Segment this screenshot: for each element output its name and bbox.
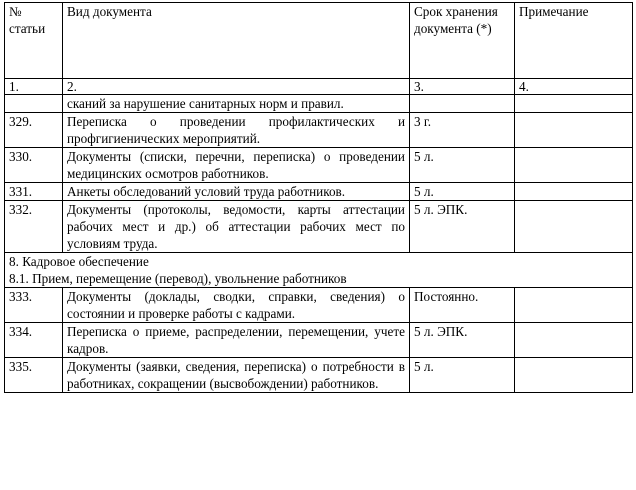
row-kind-cell: сканий за нарушение санитарных норм и правил. (63, 95, 410, 113)
header-article-number: № статьи (5, 3, 63, 79)
row-number-cell: 331. (5, 183, 63, 201)
subsection-title: 8.1. Прием, перемещение (перевод), увольнение работников (9, 271, 347, 286)
row-kind-cell: Документы (списки, перечни, переписка) о проведении медицинских осмотров работников. (63, 148, 410, 183)
table-row (5, 201, 633, 253)
header-note: Примечание (515, 3, 633, 79)
header-document-kind: Вид документа (63, 3, 410, 79)
row-note-cell (515, 148, 633, 183)
continuation-row (5, 95, 633, 113)
column-index-2: 2. (63, 79, 410, 95)
header-retention-term: Срок хранения документа (*) (410, 3, 515, 79)
row-note-cell (515, 183, 633, 201)
row-term-cell: 5 л. (410, 183, 515, 201)
row-term-cell: Постоянно. (410, 288, 515, 323)
row-kind-cell: Документы (доклады, сводки, справки, сведения) о состоянии и проверке работы с кадрами. (63, 288, 410, 323)
row-note-cell (515, 113, 633, 148)
row-number-cell: 330. (5, 148, 63, 183)
row-number-cell: 329. (5, 113, 63, 148)
row-kind-cell: Анкеты обследований условий труда работников. (63, 183, 410, 201)
row-note-cell (515, 288, 633, 323)
records-retention-table (4, 2, 633, 393)
column-index-4: 4. (515, 79, 633, 95)
section-title: 8. Кадровое обеспечение (9, 254, 149, 269)
row-term-cell: 5 л. (410, 358, 515, 393)
row-number-cell (5, 95, 63, 113)
row-term-cell: 5 л. ЭПК. (410, 201, 515, 253)
row-note-cell (515, 323, 633, 358)
row-number-cell: 332. (5, 201, 63, 253)
row-term-cell: 3 г. (410, 113, 515, 148)
column-index-3: 3. (410, 79, 515, 95)
table-row (5, 288, 633, 323)
table-row (5, 358, 633, 393)
document-page (4, 2, 632, 393)
table-row (5, 148, 633, 183)
row-note-cell (515, 201, 633, 253)
row-term-cell: 5 л. ЭПК. (410, 323, 515, 358)
row-number-cell: 334. (5, 323, 63, 358)
table-row (5, 323, 633, 358)
table-row (5, 183, 633, 201)
row-kind-cell: Документы (заявки, сведения, переписка) о потребности в работниках, сокращении (высвобождении) работников. (63, 358, 410, 393)
row-note-cell (515, 95, 633, 113)
column-index-1: 1. (5, 79, 63, 95)
section-heading-cell (5, 253, 633, 288)
row-number-cell: 333. (5, 288, 63, 323)
row-note-cell (515, 358, 633, 393)
row-term-cell (410, 95, 515, 113)
table-row (5, 113, 633, 148)
section-row (5, 253, 633, 288)
row-kind-cell: Документы (протоколы, ведомости, карты аттестации рабочих мест и др.) об аттестации рабочих мест по условиям труда. (63, 201, 410, 253)
row-kind-cell: Переписка о проведении профилактических и профгигиенических мероприятий. (63, 113, 410, 148)
row-kind-cell: Переписка о приеме, распределении, перемещении, учете кадров. (63, 323, 410, 358)
row-number-cell: 335. (5, 358, 63, 393)
row-term-cell: 5 л. (410, 148, 515, 183)
header-row (5, 3, 633, 79)
column-index-row (5, 79, 633, 95)
